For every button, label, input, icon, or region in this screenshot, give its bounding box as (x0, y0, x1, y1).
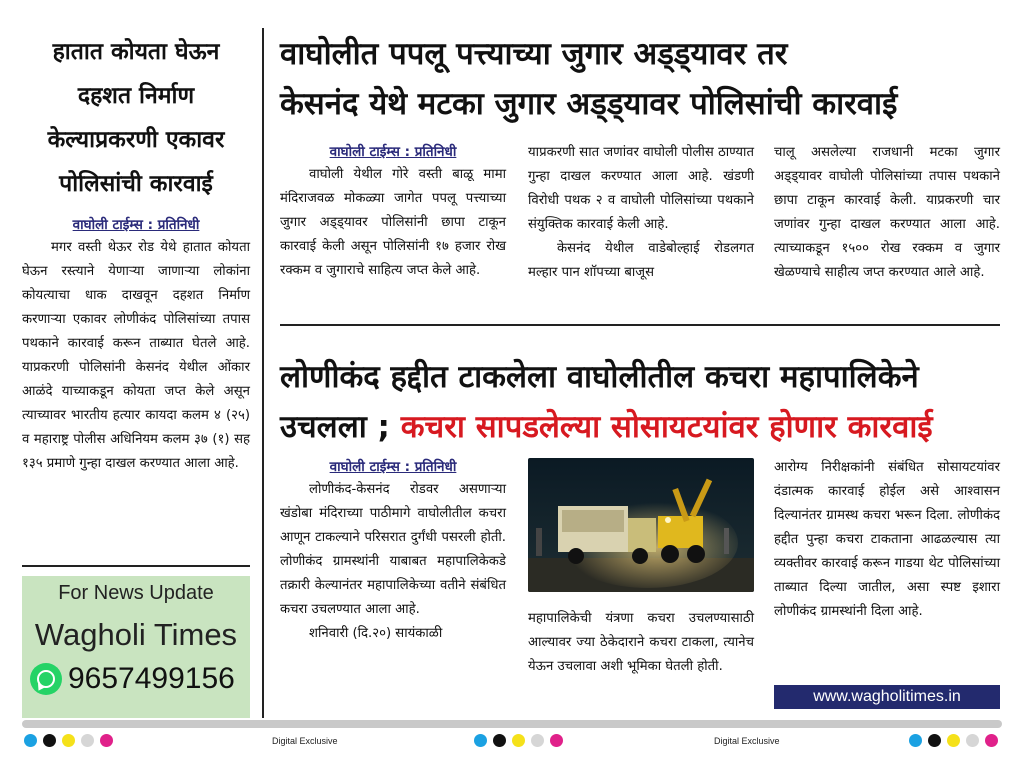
main-column-divider (262, 28, 264, 718)
bottom-col3-text: आरोग्य निरीक्षकांनी संबंधित सोसायटयांवर दंडात्मक कारवाई होईल असे आश्वासन दिल्यानंतर ग्रामस्थ कचरा भरून दिला. लोणीकंद हद्दीत पुन्हा कचरा टाकताना आढळल्यास त्या व्यक्तीवर कारवाई करून गाडया थेट पोलिसांच्या ताब्यात दिल्या जातील, असा स्पष्ट इशारा लोणीकंद ग्रामस्थांनी दिला आहे. (774, 460, 1000, 619)
left-headline-line3: केल्याप्रकरणी एकावर (47, 127, 225, 153)
bottom-headline-red: कचरा सापडलेल्या सोसायटयांवर होणार कारवाई (400, 409, 933, 445)
bottom-col1-text-b: शनिवारी (दि.२०) सायंकाळी (309, 626, 443, 641)
top-col3 (774, 141, 1000, 285)
color-dot (43, 734, 56, 747)
color-dot (493, 734, 506, 747)
website-banner[interactable]: www.wagholitimes.in (774, 685, 1000, 709)
bottom-byline: वाघोली टाईम्स : प्रतिनिधी (329, 459, 457, 475)
top-col2 (528, 141, 754, 285)
color-dot (62, 734, 75, 747)
color-dot (474, 734, 487, 747)
top-col3-text: चालू असलेल्या राजधानी मटका जुगार अड्ड्यावर वाघोली पोलिसांच्या तपास पथकाने छापा टाकून कारवाई केली. याप्रकरणी चार जणांवर गुन्हा दाखल करण्यात आला आहे. त्याच्याकडून १५०० रोख रक्कम व जुगार खेळण्याचे साहीत्य जप्त करण्यात आले आहे. (774, 145, 1000, 280)
top-col1-text: वाघोली येथील गोरे वस्ती बाळू मामा मंदिराजवळ मोकळ्या जागेत पपलू पत्त्याच्या जुगार अड्ड्यावर पोलिसांनी छापा टाकून कारवाई केली असून पोलिसांनी १७ हजार रोख रक्कम व जुगाराचे साहित्य जप्त केले आहे. (280, 167, 506, 278)
color-dots-middle (474, 734, 563, 747)
night-scene-illustration (528, 458, 754, 592)
story-divider (280, 324, 1000, 326)
bottom-headline-black: उचलला ; (280, 409, 390, 445)
left-story (22, 30, 250, 476)
color-dots-left (24, 734, 113, 747)
top-col2-text-b: केसनंद येथील वाडेबोल्हाई रोडलगत मल्हार पान शॉपच्या बाजूस (528, 241, 754, 280)
bottom-col1 (280, 456, 506, 646)
promo-phone: 9657499156 (68, 662, 235, 695)
left-body: मगर वस्ती थेऊर रोड येथे हातात कोयता घेऊन रस्त्याने येणाऱ्या जाणाऱ्या लोकांना कोयत्याचा धाक दाखवून दहशत निर्माण करणाऱ्या एकावर लोणीकंद पोलिसांच्या तपास पथकाने कारवाई करून ताब्यात घेतले आहे. याप्रकरणी पोलिसांनी केसनंद येथील ओंकार आळंदे याच्याकडून कोयता जप्त केले असून त्याच्यावर भारतीय हत्यार कायदा कलम ४ (२५) व महाराष्ट्र पोलीस अधिनियम कलम ३७ (१) सह १३५ प्रमाणे गुन्हा दाखल करण्यात आला आहे. (22, 240, 250, 471)
bottom-col1-text-a: लोणीकंद-केसनंद रोडवर असणाऱ्या खंडोबा मंदिराच्या पाठीमागे वाघोलीतील कचरा आणून टाकल्याने परिसरात दुर्गंधी पसरली होती. लोणीकंद ग्रामस्थांनी याबाबत महापालिकेकडे तक्रारी केल्यानंतर महापालिकेच्या वतीने संबंधित कचरा उचलण्यात आला आहे. (280, 482, 506, 617)
color-dot (512, 734, 525, 747)
left-byline: वाघोली टाईम्स : प्रतिनिधी (72, 217, 200, 233)
bottom-col2-text: महापालिकेची यंत्रणा कचरा उचलण्यासाठी आल्यावर ज्या ठेकेदाराने कचरा टाकला, त्यानेच येऊन उचलावा अशी भूमिका घेतली होती. (528, 611, 754, 674)
top-headline-line1: वाघोलीत पपलू पत्त्याच्या जुगार अड्ड्यावर तर (280, 36, 788, 72)
news-update-promo (22, 576, 250, 718)
bottom-col2 (528, 607, 754, 679)
color-dot (24, 734, 37, 747)
left-headline-line2: दहशत निर्माण (77, 83, 195, 109)
color-dot (531, 734, 544, 747)
promo-brand: Wagholi Times (34, 617, 238, 652)
top-headline-line2: केसनंद येथे मटका जुगार अड्ड्यावर पोलिसांची कारवाई (280, 86, 898, 122)
top-col2-text-a: याप्रकरणी सात जणांवर वाघोली पोलीस ठाण्यात गुन्हा दाखल करण्यात आला आहे. खंडणी विरोधी पथक २ व वाघोली पोलिसांच्या पथकाने संयुक्तिक कारवाई केली आहे. (528, 145, 754, 232)
color-dot (947, 734, 960, 747)
digital-exclusive-label-2: Digital Exclusive (714, 736, 780, 746)
garbage-truck-photo (528, 458, 754, 592)
color-dot (100, 734, 113, 747)
color-dot (985, 734, 998, 747)
bottom-col3 (774, 456, 1000, 624)
top-col1 (280, 141, 506, 283)
bottom-headline-line1: लोणीकंद हद्दीत टाकलेला वाघोलीतील कचरा महापालिकेने (280, 359, 919, 395)
color-dot (909, 734, 922, 747)
left-headline-line4: पोलिसांची कारवाई (59, 171, 213, 197)
left-headline-line1: हातात कोयता घेऊन (52, 39, 220, 65)
promo-line1: For News Update (58, 582, 214, 604)
color-dot (928, 734, 941, 747)
footer-bar (22, 720, 1002, 728)
digital-exclusive-label-1: Digital Exclusive (272, 736, 338, 746)
left-divider (22, 565, 250, 567)
color-dot (550, 734, 563, 747)
bottom-headline-line2 (280, 405, 933, 449)
top-byline: वाघोली टाईम्स : प्रतिनिधी (329, 144, 457, 160)
color-dots-right (909, 734, 998, 747)
color-dot (81, 734, 94, 747)
color-dot (966, 734, 979, 747)
whatsapp-icon (30, 663, 62, 695)
